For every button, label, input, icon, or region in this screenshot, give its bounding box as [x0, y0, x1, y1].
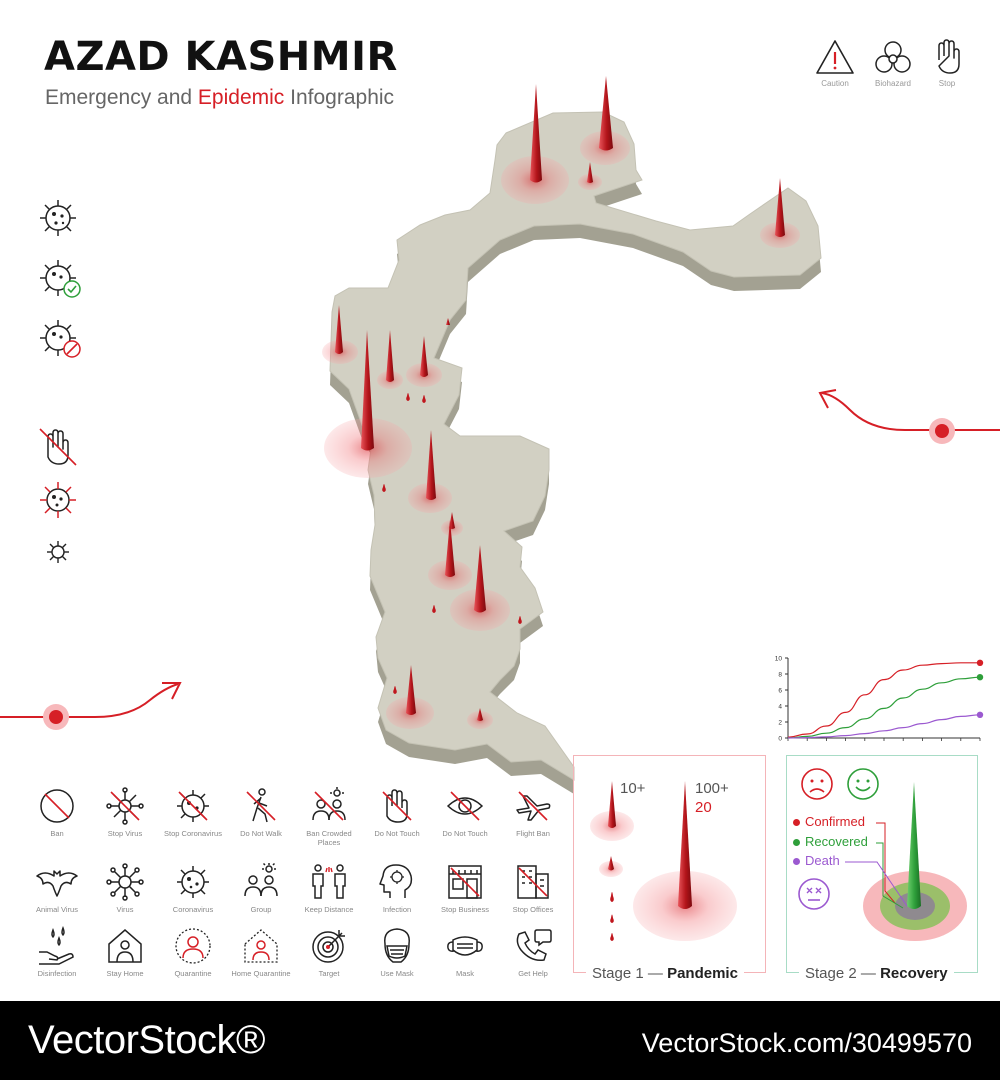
- chart-y-tick-label: 4: [778, 703, 782, 711]
- grid-item-stop-coronavirus: [160, 786, 226, 838]
- stage1-graphic: [574, 756, 767, 974]
- infection-icon: [377, 862, 417, 902]
- coronavirus-icon: [173, 862, 213, 902]
- stage1-label: [586, 965, 744, 982]
- grid-item-stop-business: [432, 862, 498, 914]
- grid-item-ban: [24, 786, 90, 838]
- home-quarantine-icon: [241, 926, 281, 966]
- grid-item-mask: [432, 926, 498, 978]
- grid-label: Ban Crowded Places: [306, 829, 352, 847]
- chart-series-end-point-0: [977, 660, 983, 666]
- happy-face-icon: [848, 769, 878, 799]
- dead-face-icon: [799, 879, 829, 909]
- grid-label: Target: [318, 969, 340, 978]
- growth-chart: [770, 652, 990, 747]
- stay-home-icon: [105, 926, 145, 966]
- page-title: AZAD KASHMIR: [44, 34, 398, 80]
- subtitle-text-end: Infographic: [284, 86, 395, 109]
- stop-virus-icon: [105, 786, 145, 826]
- grid-label: Group: [250, 905, 272, 914]
- grid-item-eye-do-not-touch: [432, 786, 498, 838]
- flight-ban-icon: [513, 786, 553, 826]
- grid-item-stop-offices: [500, 862, 566, 914]
- stage1-large-spike: [678, 781, 692, 909]
- death-dot: [793, 858, 800, 865]
- grid-label: Home Quarantine: [231, 969, 291, 978]
- virus-icon: [105, 862, 145, 902]
- sad-face-icon: [802, 769, 832, 799]
- grid-label: Stop Offices: [512, 905, 554, 914]
- grid-label: Flight Ban: [516, 829, 550, 838]
- grid-label: Stop Business: [441, 905, 489, 914]
- chart-series-end-point-1: [977, 674, 983, 680]
- stage2-label-bold: Recovery: [880, 965, 948, 982]
- quarantine-icon: [173, 926, 213, 966]
- grid-label: Get Help: [518, 969, 548, 978]
- grid-label: Animal Virus: [36, 905, 78, 914]
- recovered-dot: [793, 839, 800, 846]
- group-icon: [241, 862, 281, 902]
- grid-item-ban-crowded: [296, 786, 362, 847]
- grid-label: Keep Distance: [304, 905, 354, 914]
- chart-series-end-point-2: [977, 712, 983, 718]
- chart-series-line-0: [788, 663, 980, 737]
- grid-item-get-help: [500, 926, 566, 978]
- eye-do-not-touch-icon: [445, 786, 485, 826]
- stop-coronavirus-icon: [173, 786, 213, 826]
- do-not-touch-icon: [377, 786, 417, 826]
- grid-item-home-quarantine: [228, 926, 294, 978]
- death-label: Death: [805, 853, 840, 868]
- grid-label: Do Not Touch: [374, 829, 420, 838]
- grid-item-coronavirus: [160, 862, 226, 914]
- grid-label: Disinfection: [37, 969, 77, 978]
- mask-icon: [445, 926, 485, 966]
- grid-label: Use Mask: [380, 969, 414, 978]
- grid-label: Virus: [116, 905, 134, 914]
- footer-brand: VectorStock®: [28, 1018, 265, 1062]
- stage2-label-prefix: Stage 2 —: [805, 965, 876, 982]
- ban-icon: [37, 786, 77, 826]
- grid-item-disinfection: [24, 926, 90, 978]
- subtitle-text-start: Emergency and: [45, 86, 198, 109]
- stop-offices-icon: [513, 862, 553, 902]
- grid-item-target: [296, 926, 362, 978]
- grid-label: Stay Home: [106, 969, 144, 978]
- grid-item-flight-ban: [500, 786, 566, 838]
- grid-label: Coronavirus: [172, 905, 214, 914]
- grid-label: Stop Virus: [107, 829, 143, 838]
- chart-series-line-1: [788, 677, 980, 738]
- stop-label: Stop: [938, 79, 956, 88]
- legend-confirmed: [793, 814, 865, 829]
- grid-label: Do Not Walk: [240, 829, 282, 838]
- biohazard-label: Biohazard: [874, 79, 912, 88]
- grid-item-do-not-touch: [364, 786, 430, 838]
- grid-label: Mask: [456, 969, 474, 978]
- flow-arrow-right: [820, 390, 1000, 444]
- stage1-droplet: [610, 892, 614, 902]
- stop-business-icon: [445, 862, 485, 902]
- chart-y-tick-label: 10: [774, 655, 782, 663]
- stage2-spike: [907, 782, 921, 909]
- recovered-label: Recovered: [805, 834, 868, 849]
- chart-y-tick-label: 8: [778, 671, 782, 679]
- confirmed-dot: [793, 819, 800, 826]
- grid-item-keep-distance: [296, 862, 362, 914]
- get-help-icon: [513, 926, 553, 966]
- grid-item-animal-virus: [24, 862, 90, 914]
- chart-y-tick-label: 0: [778, 735, 782, 743]
- stage1-large-sub: 20: [695, 799, 712, 816]
- stage1-small-spike: [608, 781, 616, 828]
- grid-item-use-mask: [364, 926, 430, 978]
- ban-crowded-places-icon: [309, 786, 349, 826]
- keep-distance-icon: [309, 862, 349, 902]
- stage2-label: [799, 965, 954, 982]
- legend-death: [793, 853, 840, 868]
- grid-label: Quarantine: [174, 969, 212, 978]
- flow-arrow-left: [0, 683, 180, 730]
- stage1-label-bold: Pandemic: [667, 965, 738, 982]
- chart-y-tick-label: 2: [778, 719, 782, 727]
- grid-item-virus: [92, 862, 158, 914]
- use-mask-icon: [377, 926, 417, 966]
- stage1-small-count: 10+: [620, 780, 646, 797]
- stage1-droplet: [610, 933, 614, 941]
- grid-item-stop-virus: [92, 786, 158, 838]
- grid-label: Ban: [50, 829, 64, 838]
- stage2-panel: [786, 755, 978, 982]
- do-not-walk-icon: [241, 786, 281, 826]
- grid-label: Stop Coronavirus: [164, 829, 222, 838]
- grid-item-do-not-walk: [228, 786, 294, 838]
- stage1-label-prefix: Stage 1 —: [592, 965, 663, 982]
- legend-recovered: [793, 834, 868, 849]
- confirmed-label: Confirmed: [805, 814, 865, 829]
- stage1-large-count: 100+: [695, 780, 729, 797]
- caution-label: Caution: [821, 79, 849, 88]
- grid-item-quarantine: [160, 926, 226, 978]
- subtitle-highlight: Epidemic: [197, 86, 285, 109]
- grid-item-stay-home: [92, 926, 158, 978]
- stage1-droplet: [610, 915, 614, 924]
- footer-bar: [0, 1001, 1000, 1080]
- grid-item-infection: [364, 862, 430, 914]
- grid-item-group: [228, 862, 294, 914]
- chart-y-tick-label: 6: [778, 687, 782, 695]
- disinfection-icon: [37, 926, 77, 966]
- bat-icon: [35, 862, 79, 902]
- grid-label: Infection: [382, 905, 412, 914]
- target-icon: [309, 926, 349, 966]
- grid-label: Do Not Touch: [442, 829, 488, 838]
- footer-image-id: VectorStock.com/30499570: [641, 1028, 972, 1058]
- stage1-panel: [573, 755, 766, 982]
